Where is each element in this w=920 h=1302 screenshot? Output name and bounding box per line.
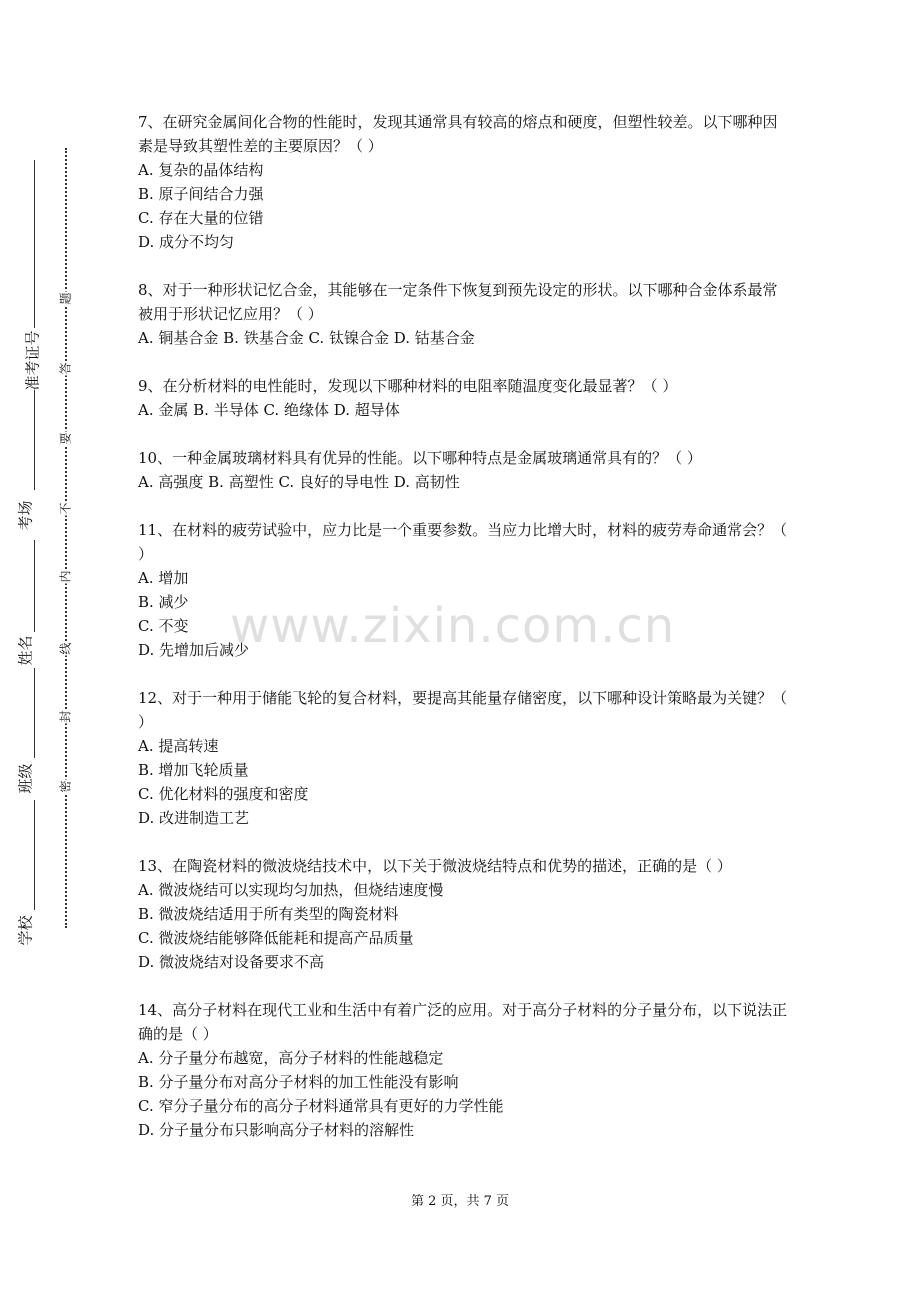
option-b: B. 原子间结合力强 — [138, 185, 264, 203]
seal-char: 密 — [58, 780, 73, 793]
seal-char: 题 — [58, 292, 73, 305]
field-underline — [34, 160, 35, 328]
option-a: A. 分子量分布越宽，高分子材料的性能越稳定 — [138, 1049, 444, 1067]
question-11 — [138, 518, 788, 662]
field-exam-room: 考场 — [16, 500, 35, 531]
field-class: 班级 — [16, 763, 35, 794]
question-stem: 9、在分析材料的电性能时，发现以下哪种材料的电阻率随温度变化最显著？（ ） — [138, 377, 678, 395]
option-c: C. 优化材料的强度和密度 — [138, 785, 309, 803]
question-stem: 14、高分子材料在现代工业和生活中有着广泛的应用。对于高分子材料的分子量分布，以下说法正确的是（ ） — [138, 1001, 788, 1043]
option-b: B. 微波烧结适用于所有类型的陶瓷材料 — [138, 905, 399, 923]
option-d: D. 微波烧结对设备要求不高 — [138, 953, 325, 971]
field-underline — [34, 390, 35, 490]
question-stem: 13、在陶瓷材料的微波烧结技术中，以下关于微波烧结特点和优势的描述，正确的是（ ） — [138, 857, 732, 875]
question-stem: 8、对于一种形状记忆合金，其能够在一定条件下恢复到预先设定的形状。以下哪种合金体系最常被用于形状记忆应用？（ ） — [138, 281, 778, 323]
seal-char: 不 — [58, 502, 73, 515]
option-a: A. 提高转速 — [138, 737, 219, 755]
seal-char: 内 — [58, 570, 73, 583]
option-d: D. 先增加后减少 — [138, 641, 250, 659]
question-stem: 10、一种金属玻璃材料具有优异的性能。以下哪种特点是金属玻璃通常具有的？（ ） — [138, 449, 702, 467]
option-c: C. 窄分子量分布的高分子材料通常具有更好的力学性能 — [138, 1097, 504, 1115]
seal-char: 要 — [58, 432, 73, 445]
option-c: C. 存在大量的位错 — [138, 209, 264, 227]
seal-char: 答 — [58, 362, 73, 375]
option-b: B. 分子量分布对高分子材料的加工性能没有影响 — [138, 1073, 459, 1091]
watermark: www.zixin.com.cn — [230, 598, 676, 654]
option-d: D. 改进制造工艺 — [138, 809, 250, 827]
seal-char: 线 — [58, 642, 73, 655]
question-8 — [138, 278, 788, 350]
question-12 — [138, 686, 788, 830]
question-14 — [138, 998, 788, 1142]
seal-dotted-line — [65, 148, 67, 928]
option-a: A. 复杂的晶体结构 — [138, 161, 264, 179]
field-underline — [34, 800, 35, 910]
question-7 — [138, 110, 788, 254]
field-underline — [34, 668, 35, 758]
field-school: 学校 — [16, 915, 35, 946]
field-name: 姓名 — [16, 635, 35, 666]
option-c: C. 不变 — [138, 617, 189, 635]
question-stem: 7、在研究金属间化合物的性能时，发现其通常具有较高的熔点和硬度，但塑性较差。以下哪种因素是导致其塑性差的主要原因？（ ） — [138, 113, 778, 155]
question-10 — [138, 446, 788, 494]
option-d: D. 成分不均匀 — [138, 233, 235, 251]
field-underline — [34, 540, 35, 632]
question-list — [138, 110, 788, 1166]
option-a: A. 微波烧结可以实现均匀加热，但烧结速度慢 — [138, 881, 444, 899]
option-a: A. 增加 — [138, 569, 189, 587]
question-13 — [138, 854, 788, 974]
question-9 — [138, 374, 788, 422]
question-stem: 12、对于一种用于储能飞轮的复合材料，要提高其能量存储密度，以下哪种设计策略最为关键？（ ） — [138, 689, 788, 731]
option-c: C. 微波烧结能够降低能耗和提高产品质量 — [138, 929, 414, 947]
option-d: D. 分子量分布只影响高分子材料的溶解性 — [138, 1121, 415, 1139]
question-stem: 11、在材料的疲劳试验中，应力比是一个重要参数。当应力比增大时，材料的疲劳寿命通常会？（ ） — [138, 521, 788, 563]
options-inline: A. 金属 B. 半导体 C. 绝缘体 D. 超导体 — [138, 401, 400, 419]
option-b: B. 增加飞轮质量 — [138, 761, 249, 779]
options-inline: A. 高强度 B. 高塑性 C. 良好的导电性 D. 高韧性 — [138, 473, 460, 491]
seal-char: 封 — [58, 710, 73, 723]
options-inline: A. 铜基合金 B. 铁基合金 C. 钛镍合金 D. 钴基合金 — [138, 329, 475, 347]
page-number: 第 2 页，共 7 页 — [410, 1194, 510, 1209]
option-b: B. 减少 — [138, 593, 189, 611]
field-exam-id: 准考证号 — [23, 330, 42, 391]
